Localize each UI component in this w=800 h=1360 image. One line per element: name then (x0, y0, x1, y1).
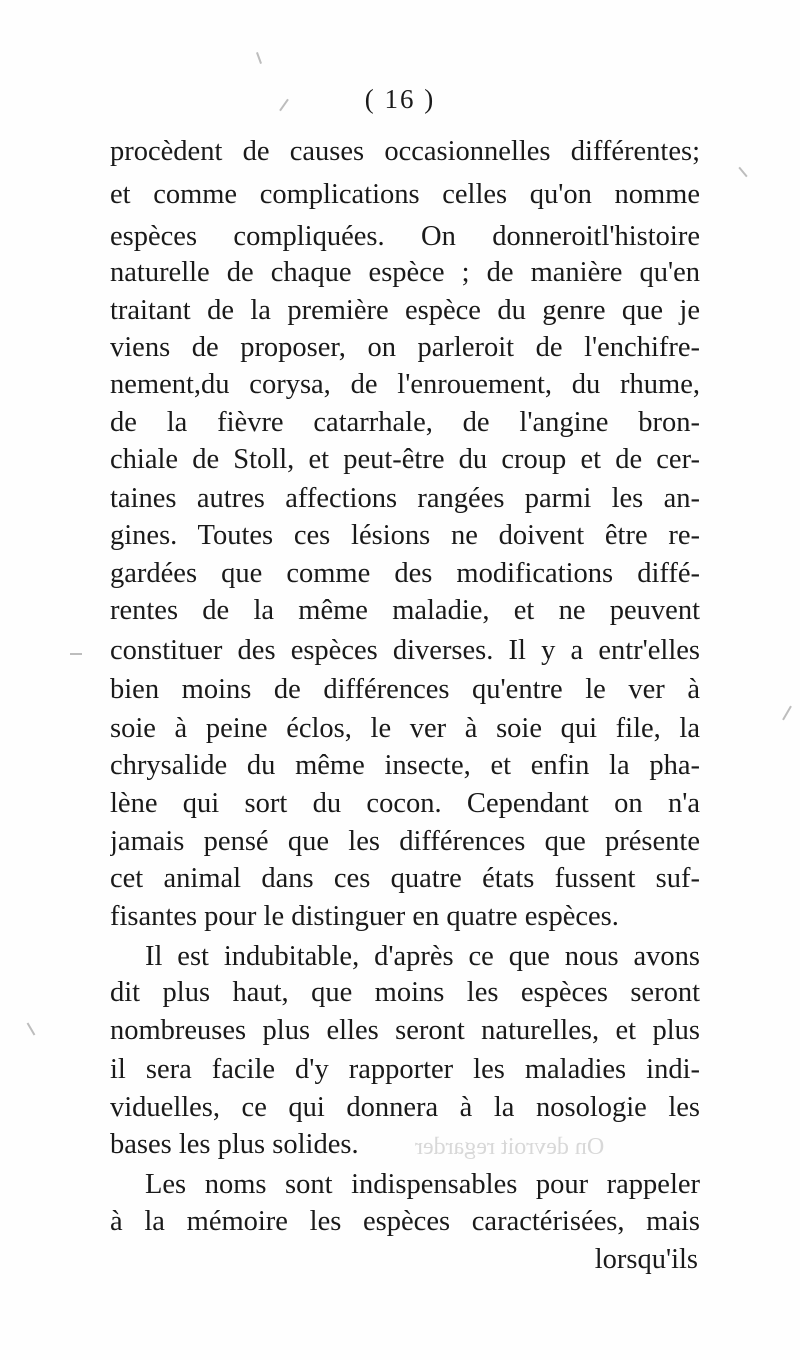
text-line: chrysalide du même insecte, et enfin la pha- (110, 750, 700, 781)
text-line: naturelle de chaque espèce ; de manière qu'en (110, 257, 700, 288)
text-line: gines. Toutes ces lésions ne doivent être re- (110, 520, 700, 551)
text-line: viduelles, ce qui donnera à la nosologie les (110, 1092, 700, 1123)
text-line: soie à peine éclos, le ver à soie qui file, la (110, 713, 700, 744)
paper-speck (27, 1022, 36, 1035)
text-line: cet animal dans ces quatre états fussent suf- (110, 863, 700, 894)
page-number: ( 16 ) (364, 84, 436, 114)
text-line: de la fièvre catarrhale, de l'angine bron- (110, 407, 700, 438)
text-line: espèces compliquées. On donneroitl'histoire (110, 221, 700, 252)
text-line: taines autres affections rangées parmi les an- (110, 483, 700, 514)
text-line: traitant de la première espèce du genre que je (110, 295, 700, 326)
paper-speck (782, 706, 792, 721)
text-line: à la mémoire les espèces caractérisées, mais (110, 1206, 700, 1237)
show-through-text: On devroit regarder (415, 1134, 605, 1160)
text-line: bien moins de différences qu'entre le ver à (110, 674, 700, 705)
text-line: nement,du corysa, de l'enrouement, du rhume, (110, 369, 700, 400)
text-line: gardées que comme des modifications diffé- (110, 558, 700, 589)
text-line: fisantes pour le distinguer en quatre espèces. (110, 901, 619, 932)
text-line: chiale de Stoll, et peut-être du croup et de cer- (110, 444, 700, 475)
text-line: rentes de la même maladie, et ne peuvent (110, 595, 700, 626)
text-line: nombreuses plus elles seront naturelles, et plus (110, 1015, 700, 1046)
catchword: lorsqu'ils (594, 1244, 698, 1275)
paper-speck (256, 52, 262, 64)
text-line: procèdent de causes occasionnelles différentes; (110, 136, 700, 167)
paper-speck (738, 167, 747, 177)
text-line: il sera facile d'y rapporter les maladies indi- (110, 1054, 700, 1085)
paragraph-first-line: Il est indubitable, d'après ce que nous avons (145, 941, 700, 972)
text-line: viens de proposer, on parleroit de l'enchifre- (110, 332, 700, 363)
paragraph-first-line: Les noms sont indispensables pour rappeler (145, 1169, 700, 1200)
text-line: lène qui sort du cocon. Cependant on n'a (110, 788, 700, 819)
text-line: bases les plus solides. (110, 1129, 359, 1160)
paper-speck (70, 653, 82, 655)
text-line: et comme complications celles qu'on nomme (110, 179, 700, 210)
text-line: jamais pensé que les différences que présente (110, 826, 700, 857)
text-line: constituer des espèces diverses. Il y a entr'elles (110, 635, 700, 666)
text-line: dit plus haut, que moins les espèces seront (110, 977, 700, 1008)
